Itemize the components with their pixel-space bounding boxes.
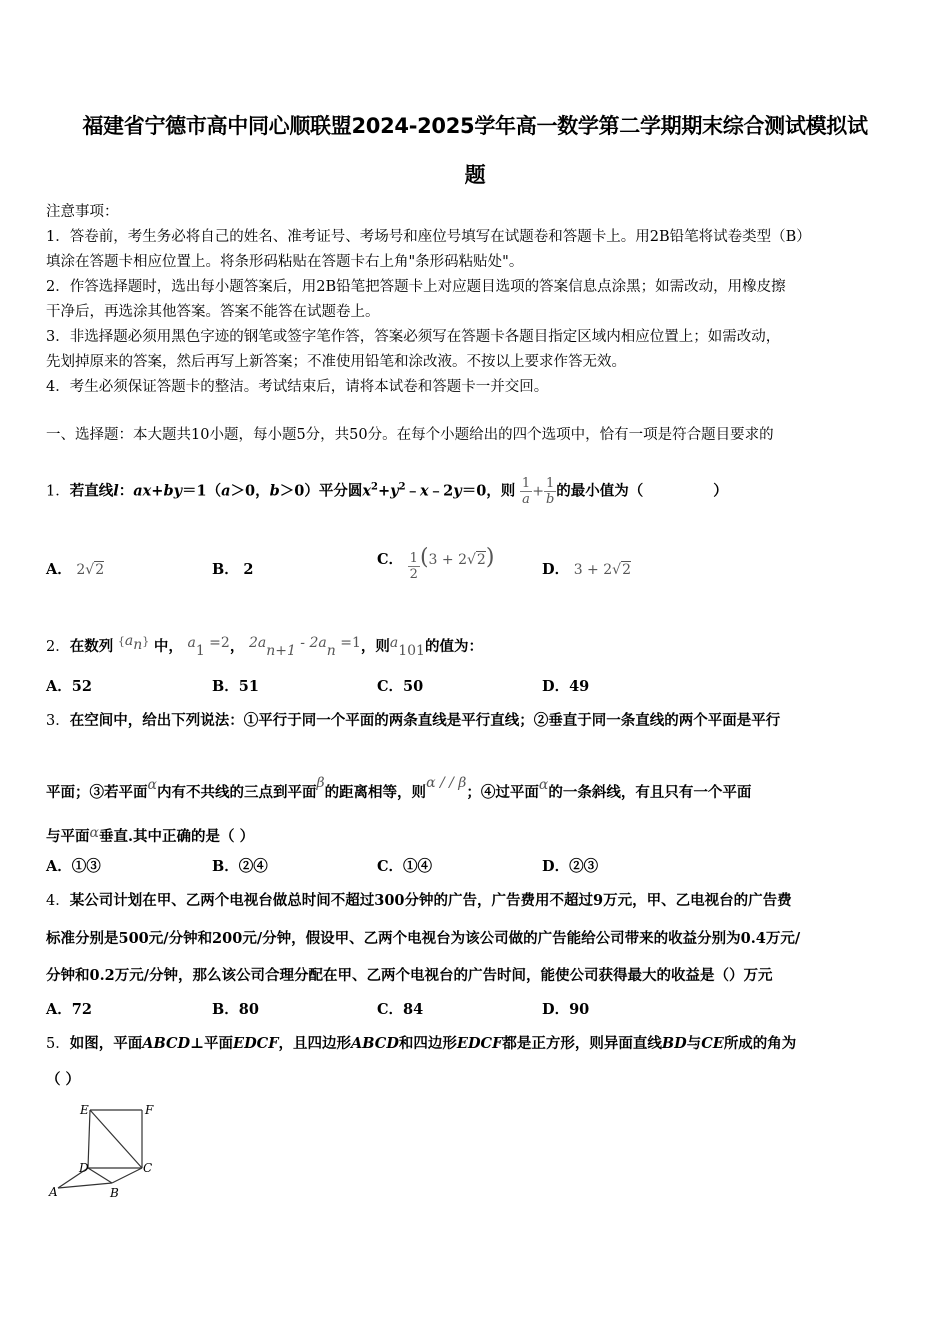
question-5-figure: [46, 1100, 166, 1205]
question-4-option-c[interactable]: C．84: [377, 1001, 424, 1018]
question-4-option-d[interactable]: D．90: [542, 1001, 590, 1018]
edge-ec: [90, 1110, 142, 1168]
note-line: 干净后，再选涂其他答案。答案不能答在试题卷上。: [46, 304, 380, 320]
question-2-stem: 2．在数列 $^{\{}a_n^{\}}$ 中， $a_1 =2$， $2a_{n+1} - 2a_n =1$，则$a_{101}$的值为：: [46, 633, 483, 659]
exam-title-line2: 题: [464, 163, 486, 187]
edge-bc: [112, 1168, 142, 1183]
fraction-1-over-a: $\frac{1}{a}$: [521, 476, 531, 507]
question-3-stem-line1: 3．在空间中，给出下列说法：①平行于同一个平面的两条直线是平行直线；②垂直于同一条直线的两个平面是平行: [46, 712, 781, 729]
question-2-option-c[interactable]: C．50: [377, 678, 424, 695]
question-4-stem-line2: 标准分别是500元/分钟和200元/分钟，假设甲、乙两个电视台为该公司做的广告能给公司带来的收益分别为0.4万元/: [46, 930, 801, 947]
question-4-stem-line1: 4．某公司计划在甲、乙两个电视台做总时间不超过300分钟的广告，广告费用不超过9万元，甲、乙电视台的广告费: [46, 892, 792, 909]
note-line: 4．考生必须保证答题卡的整洁。考试结束后，请将本试卷和答题卡一并交回。: [46, 379, 549, 395]
question-4-stem-line3: 分钟和0.2万元/分钟，那么该公司合理分配在甲、乙两个电视台的广告时间，能使公司获得最大的收益是（）万元: [46, 967, 773, 984]
question-2-option-d[interactable]: D．49: [542, 678, 590, 695]
note-line: 3．非选择题必须用黑色字迹的钢笔或签字笔作答，答案必须写在答题卡各题目指定区域内相应位置上；如需改动，: [46, 329, 781, 345]
question-3-stem-line2: 平面；③若平面α内有不共线的三点到平面β的距离相等，则α / / β；④过平面α的一条斜线，有且只有一个平面: [46, 775, 752, 801]
label-a: A: [49, 1185, 58, 1199]
edge-ed: [88, 1110, 90, 1168]
label-f: F: [145, 1103, 154, 1117]
label-b: B: [110, 1186, 119, 1200]
label-c: C: [143, 1161, 153, 1175]
label-d: D: [79, 1161, 89, 1175]
question-2-option-b[interactable]: B．51: [212, 678, 259, 695]
edge-db: [88, 1168, 112, 1183]
question-3-option-c[interactable]: C．①④: [377, 858, 433, 875]
question-3-option-a[interactable]: A．①③: [46, 858, 101, 875]
exam-title-line1: 福建省宁德市高中同心顺联盟2024-2025学年高一数学第二学期期末综合测试模拟试: [82, 114, 868, 138]
question-1-stem: 1．若直线l：ax+by＝1（a＞0，b＞0）平分圆$x^2+y^2﹣x﹣2y=0$，则 $\frac{1}{a}$ + $\frac{1}{b}$ 的最小值为（ ）: [46, 476, 728, 507]
question-4-option-a[interactable]: A．72: [46, 1001, 92, 1018]
question-4-option-b[interactable]: B．80: [212, 1001, 259, 1018]
note-line: 2．作答选择题时，选出每小题答案后，用2B铅笔把答题卡上对应题目选项的答案信息点涂黑；如需改动，用橡皮擦: [46, 279, 786, 295]
question-1-option-c[interactable]: C． $\frac{1}{2}$ (3 + 2√2): [377, 545, 495, 582]
question-1-option-d[interactable]: D． 3 + 2√2: [542, 561, 631, 578]
notes-heading: 注意事项：: [46, 204, 119, 220]
question-3-option-b[interactable]: B．②④: [212, 858, 268, 875]
edge-ab: [58, 1183, 112, 1188]
question-5-stem-line2: （ ）: [46, 1071, 81, 1088]
question-2-option-a[interactable]: A．52: [46, 678, 92, 695]
question-1-option-b[interactable]: B． 2: [212, 561, 254, 578]
label-e: E: [80, 1103, 89, 1117]
fraction-1-over-b: $\frac{1}{b}$: [545, 476, 555, 507]
question-3-option-d[interactable]: D．②③: [542, 858, 599, 875]
question-5-stem-line1: 5．如图，平面ABCD⊥平面EDCF，且四边形ABCD和四边形EDCF都是正方形，则异面直线BD与CE所成的角为: [46, 1035, 797, 1052]
section-one-heading: 一、选择题：本大题共10小题，每小题5分，共50分。在每个小题给出的四个选项中，恰有一项是符合题目要求的: [46, 427, 774, 443]
question-1-option-a[interactable]: A． 2√2: [46, 561, 105, 578]
note-line: 填涂在答题卡相应位置上。将条形码粘贴在答题卡右上角"条形码粘贴处"。: [46, 254, 524, 270]
note-line: 1．答卷前，考生务必将自己的姓名、准考证号、考场号和座位号填写在试题卷和答题卡上。用2B铅笔将试卷类型（B）: [46, 229, 811, 245]
note-line: 先划掉原来的答案，然后再写上新答案；不准使用铅笔和涂改液。不按以上要求作答无效。: [46, 354, 626, 370]
question-3-stem-line3: 与平面α垂直.其中正确的是（ ）: [46, 825, 255, 845]
